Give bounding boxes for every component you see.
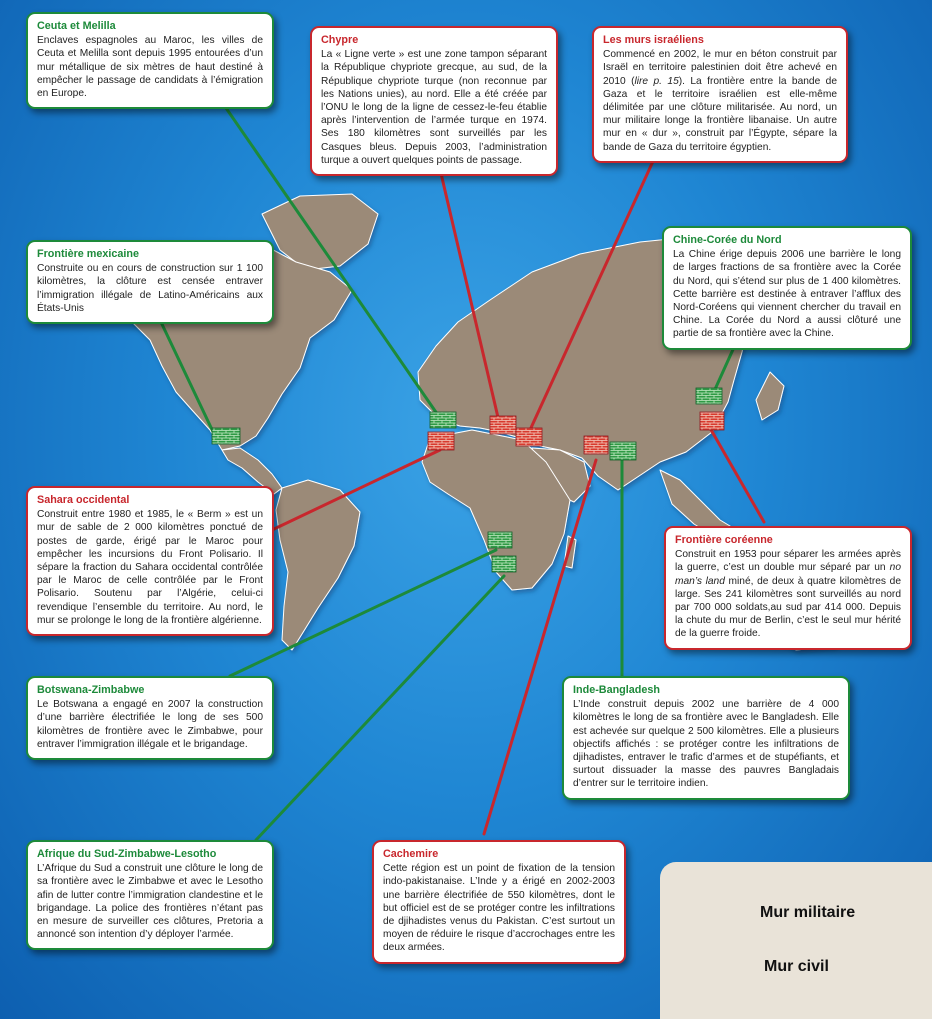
callout-text: Enclaves espagnoles au Maroc, les villes de Ceuta et Melilla sont depuis 1995 entourées d’un mur métallique de six mètres de haut destiné à empêcher le passage de candidats à l’émigration en Europe. [37, 35, 263, 100]
legend-panel [660, 862, 932, 1019]
wall-marker-sahara [428, 432, 454, 450]
callout-title: Frontière mexicaine [37, 248, 140, 260]
callout-chine-coree-du-nord [662, 226, 912, 350]
callout-text: Commencé en 2002, le mur en béton construit par Israël en territoire palestinien doit être achevé en 2010 (lire p. 15). La frontière entre la bande de Gaza et le territoire israélien est elle-même délimitée par une clôture militarisée. Au nord, un mur militaire longe la frontière libanaise. Un autre mur en « dur », construit par l’Égypte, sépare la bande de Gaza du territoire égyptien. [603, 49, 838, 153]
callout-title: Cachemire [383, 848, 439, 860]
callout-text: L’Afrique du Sud a construit une clôture le long de sa frontière avec le Zimbabwe et avec le Lesotho afin de lutter contre l’immigration clandestine et le brigandage. La police des frontières n’étant pas en mesure de surveiller ces clôtures, Pretoria a annoncé son intention d’y déployer l’armée. [37, 863, 263, 941]
callout-title: Frontière coréenne [675, 534, 773, 546]
callout-title: Sahara occidental [37, 494, 130, 506]
callout-inde-bangladesh [562, 676, 850, 800]
callout-ceuta-melilla [26, 12, 274, 109]
wall-marker-chine [696, 388, 722, 404]
wall-marker-coree [700, 412, 724, 430]
callout-title: Afrique du Sud-Zimbabwe-Lesotho [37, 848, 217, 860]
wall-marker-mexique [212, 428, 240, 444]
callout-murs-israeliens [592, 26, 848, 163]
wall-marker-afsud [492, 556, 516, 572]
callout-title: Ceuta et Melilla [37, 20, 116, 32]
callout-sahara-occidental [26, 486, 274, 636]
callout-text: La Chine érige depuis 2006 une barrière le long de larges fractions de sa frontière avec la Corée du Nord, qui s’étend sur plus de 1 400 kilomètres. Cette barrière est destinée à entraver l’afflux des Nord-Coréens qui viennent chercher du travail en Chine. La Corée du Nord a aussi clôturé une partie de sa frontière avec la Chine. [673, 249, 901, 340]
callout-text: Construit en 1953 pour séparer les armées après la guerre, c’est un double mur séparé par un no man’s land miné, de deux à quatre kilomètres de large. Ses 241 kilomètres sont surveillés au nord par 700 000 soldats,au sud par 414 000. Depuis la chute du mur de Berlin, c’est le seul mur hérité de la guerre froide. [675, 549, 901, 640]
wall-marker-inde [610, 442, 636, 460]
wall-marker-chypre [490, 416, 516, 434]
callout-text: L’Inde construit depuis 2002 une barrière de 4 000 kilomètres le long de sa frontière avec le Bangladesh. Elle est achevée sur quelque 2 500 kilomètres. Elle a plusieurs objectifs affichés : se protéger contre les infiltrations de djihadistes, entraver le trafic d’armes et de stupéfiants, et surtout dissuader la masse des pauvres Bangladais d’entrer sur le territoire indien. [573, 699, 839, 790]
wall-marker-ceuta [430, 412, 456, 428]
callout-title: Les murs israéliens [603, 34, 704, 46]
callout-botswana-zimbabwe [26, 676, 274, 760]
wall-marker-botswana [488, 532, 512, 548]
callout-text: Le Botswana a engagé en 2007 la construction d’une barrière électrifiée le long de ses 500 kilomètres de frontière avec le Zimbabwe, pour entraver l’immigration illégale et le brigandage. [37, 699, 263, 750]
callout-title: Botswana-Zimbabwe [37, 684, 145, 696]
connector-coree [710, 428, 764, 522]
callout-frontiere-coreenne [664, 526, 912, 650]
japan-land [756, 372, 784, 420]
callout-title: Chine-Corée du Nord [673, 234, 782, 246]
wall-marker-israel [516, 428, 542, 446]
wall-marker-cachemire [584, 436, 608, 454]
callout-text: Construit entre 1980 et 1985, le « Berm » est un mur de sable de 2 000 kilomètres ponctué de postes de garde, érigé par le Maroc pour empêcher les incursions du Front Polisario. Il sépare la fraction du Sahara occidental contrôlée par le Maroc de celle contrôlée par le Front Polisario. Soutenu par l’Algérie, celui-ci revendique l’ensemble du territoire. Au nord, le mur se prolonge le long de la frontière algérienne. [37, 509, 263, 626]
callout-title: Chypre [321, 34, 359, 46]
callout-frontiere-mexicaine [26, 240, 274, 324]
callout-cachemire [372, 840, 626, 964]
legend-civil-label: Mur civil [764, 958, 829, 975]
callout-text: Construite ou en cours de construction sur 1 100 kilomètres, la clôture est censée entraver l’immigration illégale de Latino-Américains aux États-Unis [37, 263, 263, 314]
callout-title: Inde-Bangladesh [573, 684, 660, 696]
callout-text: La « Ligne verte » est une zone tampon séparant la République chypriote grecque, au sud, de la République chypriote turque (non reconnue par les Nations unies), au nord. Elle a été créée par l’ONU le long de la ligne de cessez-le-feu établie après l’intervention de l’armée turque en 1974. Ses 180 kilomètres sont surveillés par les Casques bleus. Depuis 2003, l’administration turque a ouvert quelques points de passage. [321, 49, 547, 166]
callout-chypre [310, 26, 558, 176]
south-america-land [276, 480, 360, 650]
callout-afrique-du-sud [26, 840, 274, 950]
legend-military-label: Mur militaire [760, 904, 856, 921]
callout-text: Cette région est un point de fixation de la tension indo-pakistanaise. L’Inde y a érigé en 2002-2003 une barrière électrifiée de 550 kilomètres, dont le but officiel est de se protéger contre les infiltrations de djihadistes venus du Pakistan. C’est surtout un moyen de réduire le risque d’accrochages entre les deux armées. [383, 863, 615, 954]
